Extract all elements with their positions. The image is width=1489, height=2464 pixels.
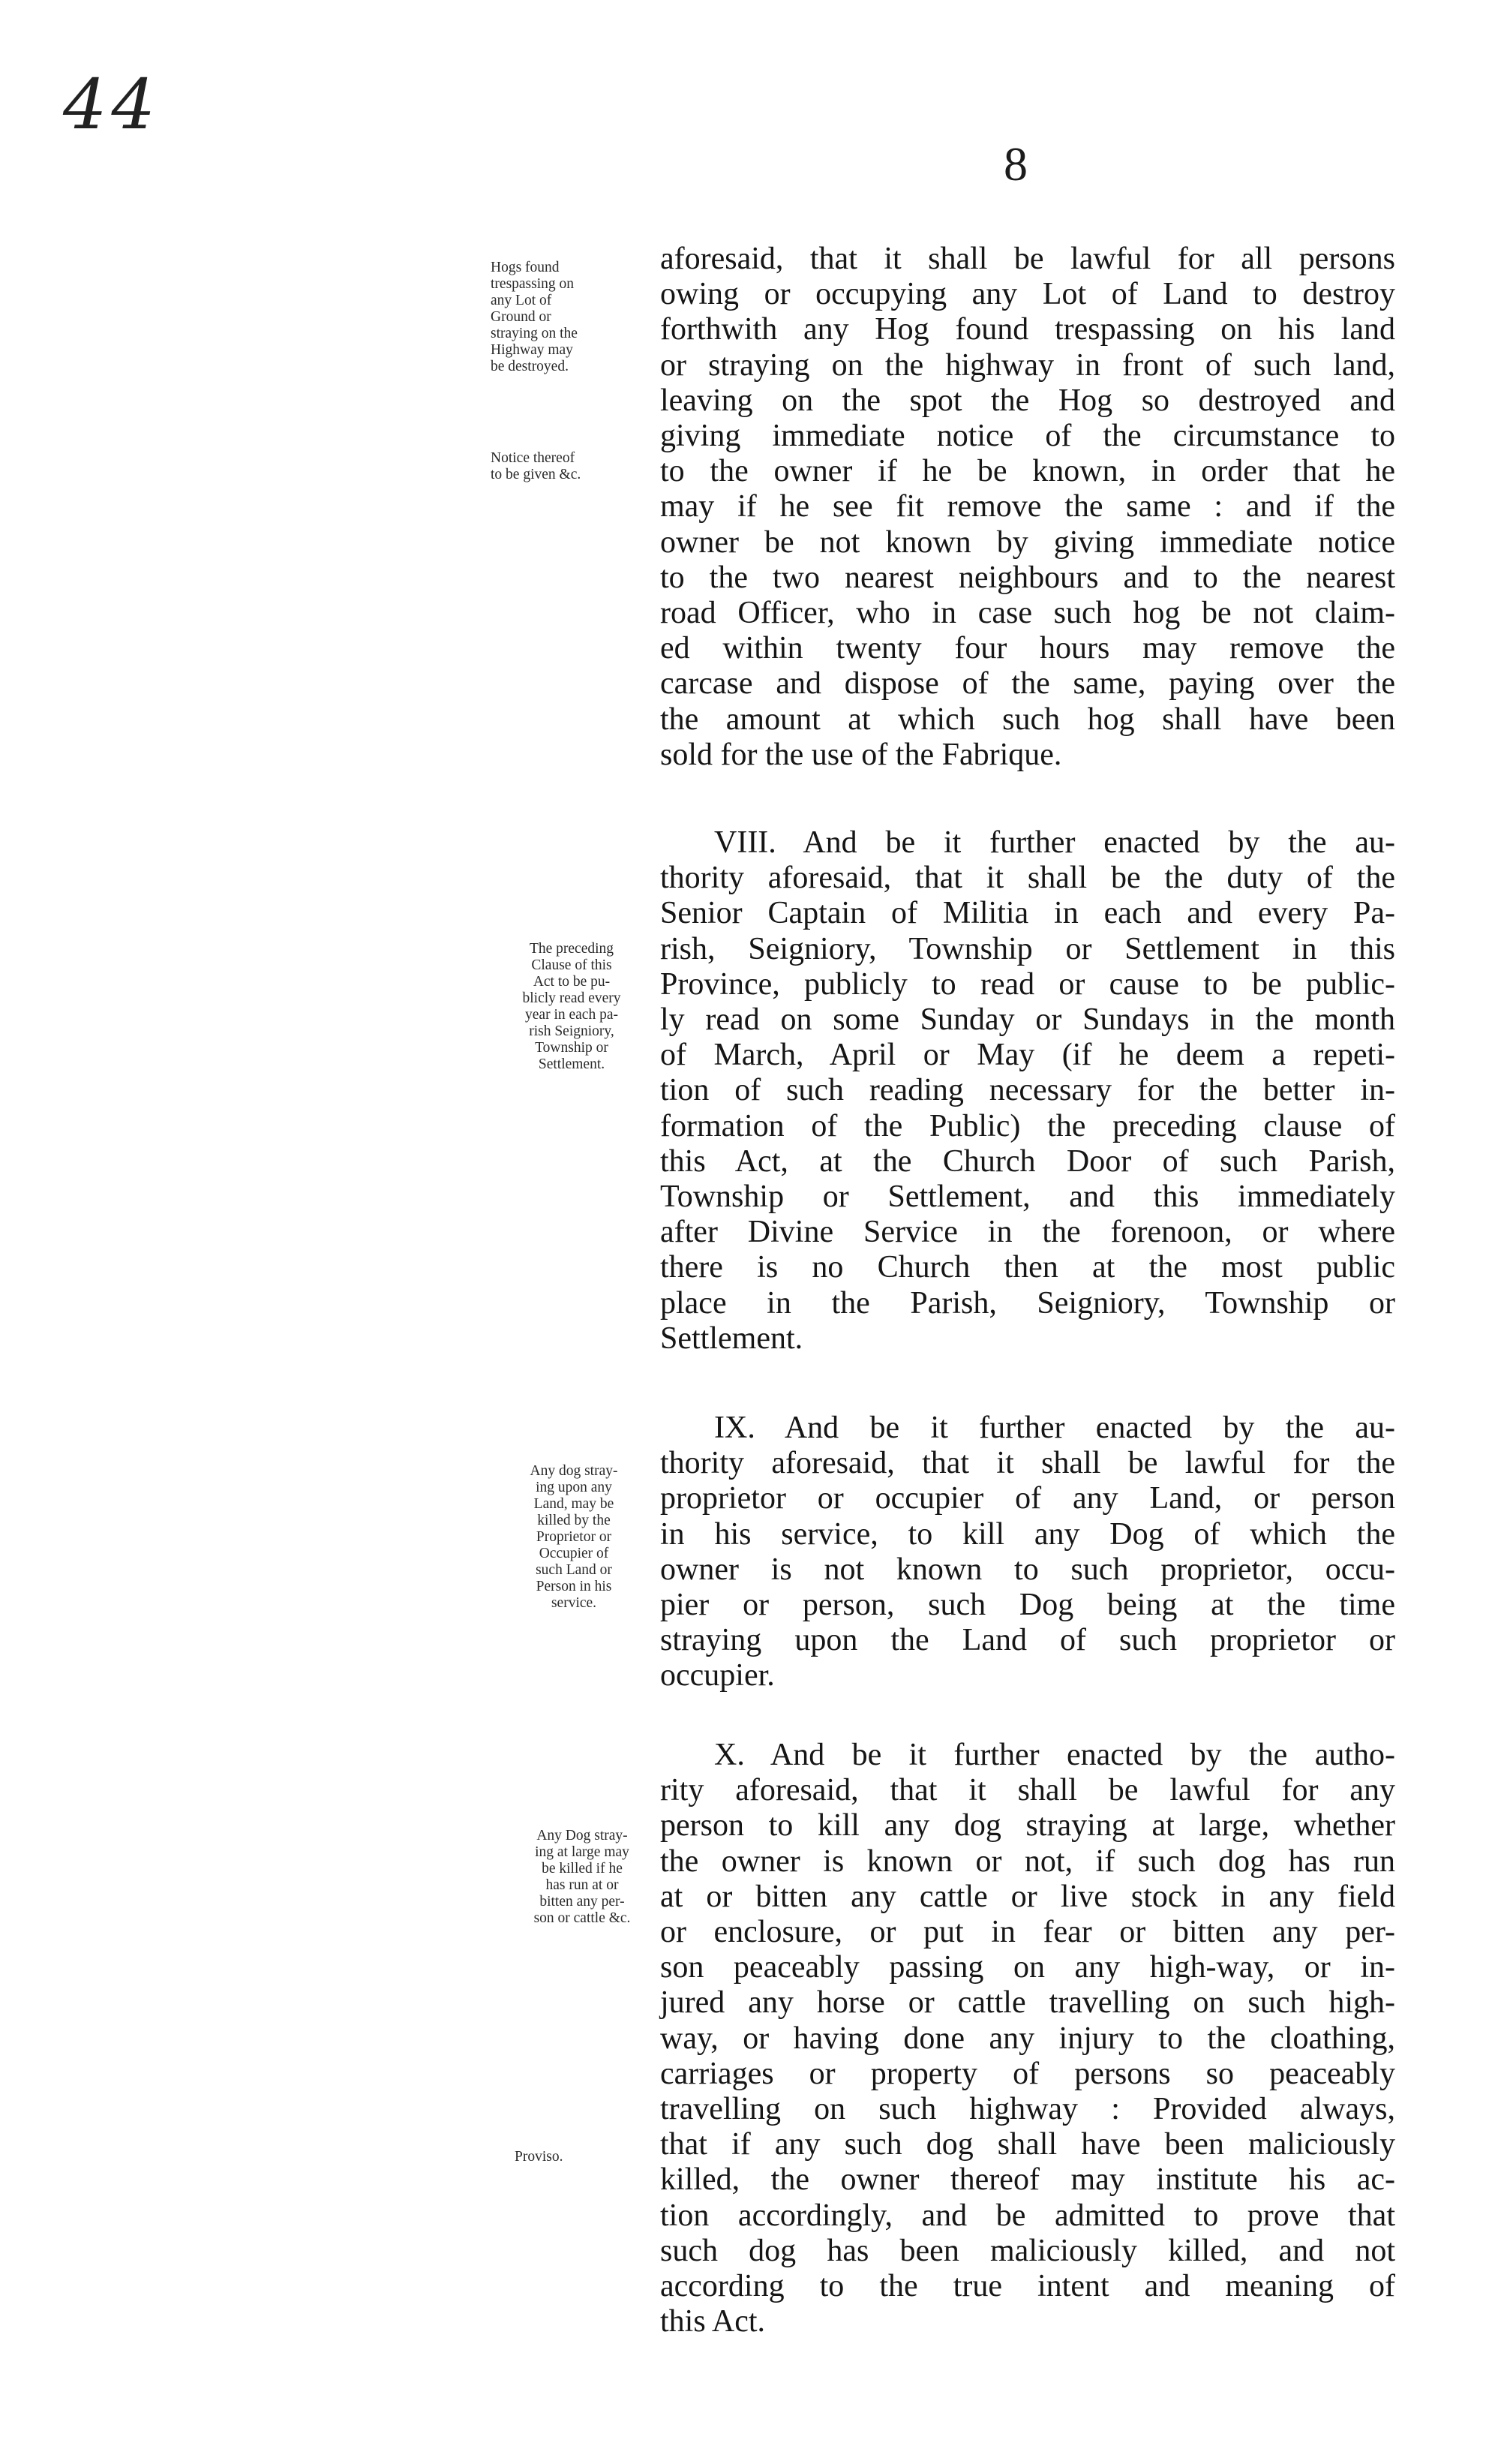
- text-line: carriages or property of persons so peaceably: [660, 2056, 1395, 2091]
- text-line: ed within twenty four hours may remove the: [660, 631, 1395, 666]
- text-line: straying upon the Land of such proprietor or: [660, 1623, 1395, 1658]
- text-line: Township or Settlement, and this immediately: [660, 1179, 1395, 1215]
- text-line: carcase and dispose of the same, paying over the: [660, 666, 1395, 702]
- text-line: thority aforesaid, that it shall be the duty of the: [660, 861, 1395, 896]
- text-line: owing or occupying any Lot of Land to destroy: [660, 277, 1395, 312]
- section-heading-line: X. And be it further enacted by the autho-: [714, 1738, 1395, 1772]
- text-line: jured any horse or cattle travelling on such high-: [660, 1985, 1395, 2021]
- text-line: after Divine Service in the forenoon, or where: [660, 1215, 1395, 1250]
- text-line: leaving on the spot the Hog so destroyed and: [660, 383, 1395, 418]
- text-line: Senior Captain of Militia in each and every Pa-: [660, 896, 1395, 931]
- text-line: may if he see fit remove the same : and if the: [660, 489, 1395, 524]
- text-line: killed, the owner thereof may institute his ac-: [660, 2162, 1395, 2198]
- text-line: tion of such reading necessary for the better in-: [660, 1073, 1395, 1108]
- text-line: according to the true intent and meaning of: [660, 2269, 1395, 2304]
- text-line: thority aforesaid, that it shall be lawful for the: [660, 1446, 1395, 1481]
- text-line: this Act.: [660, 2304, 766, 2339]
- text-line: of March, April or May (if he deem a repeti-: [660, 1038, 1395, 1073]
- text-line: rity aforesaid, that it shall be lawful for any: [660, 1773, 1395, 1808]
- text-line: way, or having done any injury to the cloathing,: [660, 2021, 1395, 2056]
- text-line: at or bitten any cattle or live stock in any field: [660, 1879, 1395, 1914]
- text-line: Settlement.: [660, 1321, 803, 1356]
- text-line: owner is not known to such proprietor, occu-: [660, 1552, 1395, 1587]
- section-heading-line: IX. And be it further enacted by the au-: [714, 1411, 1395, 1445]
- text-line: in his service, to kill any Dog of which the: [660, 1516, 1395, 1552]
- text-line: such dog has been maliciously killed, and not: [660, 2233, 1395, 2268]
- margin-note-hogs: Hogs found trespassing on any Lot of Ground or straying on the Highway may be destroyed.: [491, 260, 578, 374]
- text-line: occupier.: [660, 1658, 775, 1693]
- text-line: to the owner if he be known, in order that he: [660, 454, 1395, 489]
- margin-note-proviso: Proviso.: [515, 2149, 563, 2165]
- text-line: travelling on such highway : Provided always,: [660, 2092, 1395, 2127]
- margin-note-dog-on-land: Any dog stray- ing upon any Land, may be killed by the Proprietor or Occupier of such Land or Person in his service.: [530, 1463, 618, 1611]
- text-line: person to kill any dog straying at large, whether: [660, 1808, 1395, 1843]
- section-heading-line: VIII. And be it further enacted by the au-: [714, 825, 1395, 860]
- text-line: owner be not known by giving immediate notice: [660, 524, 1395, 560]
- text-line: formation of the Public) the preceding clause of: [660, 1108, 1395, 1143]
- text-line: place in the Parish, Seigniory, Township or: [660, 1285, 1395, 1321]
- printed-page-number: 8: [1004, 137, 1028, 191]
- text-line: forthwith any Hog found trespassing on his land: [660, 312, 1395, 347]
- text-line: the owner is known or not, if such dog has run: [660, 1843, 1395, 1879]
- text-line: to the two nearest neighbours and to the nearest: [660, 560, 1395, 595]
- handwritten-page-number: 44: [63, 65, 161, 145]
- margin-note-preceding-clause: The preceding Clause of this Act to be pu- blicly read every year in each pa- rish Seigniory, Township or Settlement.: [522, 941, 621, 1072]
- text-line: aforesaid, that it shall be lawful for all persons: [660, 242, 1395, 276]
- section-10-text: [660, 1738, 1395, 2339]
- text-line: or enclosure, or put in fear or bitten any per-: [660, 1915, 1395, 1950]
- text-line: or straying on the highway in front of such land,: [660, 347, 1395, 383]
- text-line: ly read on some Sunday or Sundays in the month: [660, 1002, 1395, 1038]
- text-line: son peaceably passing on any high-way, or in-: [660, 1950, 1395, 1985]
- text-line: the amount at which such hog shall have been: [660, 702, 1395, 737]
- text-line: this Act, at the Church Door of such Parish,: [660, 1143, 1395, 1179]
- text-line: tion accordingly, and be admitted to prove that: [660, 2198, 1395, 2233]
- text-line: pier or person, such Dog being at the time: [660, 1588, 1395, 1623]
- section-7-text: [660, 242, 1395, 773]
- section-8-text: [660, 825, 1395, 1357]
- section-9-text: [660, 1411, 1395, 1694]
- text-line: that if any such dog shall have been maliciously: [660, 2127, 1395, 2162]
- text-line: sold for the use of the Fabrique.: [660, 737, 1062, 772]
- margin-note-dog-at-large: Any Dog stray- ing at large may be killed if he has run at or bitten any per- son or cattle &c.: [533, 1828, 631, 1926]
- margin-note-notice: Notice thereof to be given &c.: [491, 450, 581, 482]
- text-line: Province, publicly to read or cause to be public-: [660, 966, 1395, 1002]
- text-line: giving immediate notice of the circumstance to: [660, 419, 1395, 454]
- text-line: there is no Church then at the most public: [660, 1250, 1395, 1285]
- text-line: rish, Seigniory, Township or Settlement in this: [660, 931, 1395, 966]
- text-line: proprietor or occupier of any Land, or person: [660, 1481, 1395, 1516]
- text-line: road Officer, who in case such hog be not claim-: [660, 596, 1395, 631]
